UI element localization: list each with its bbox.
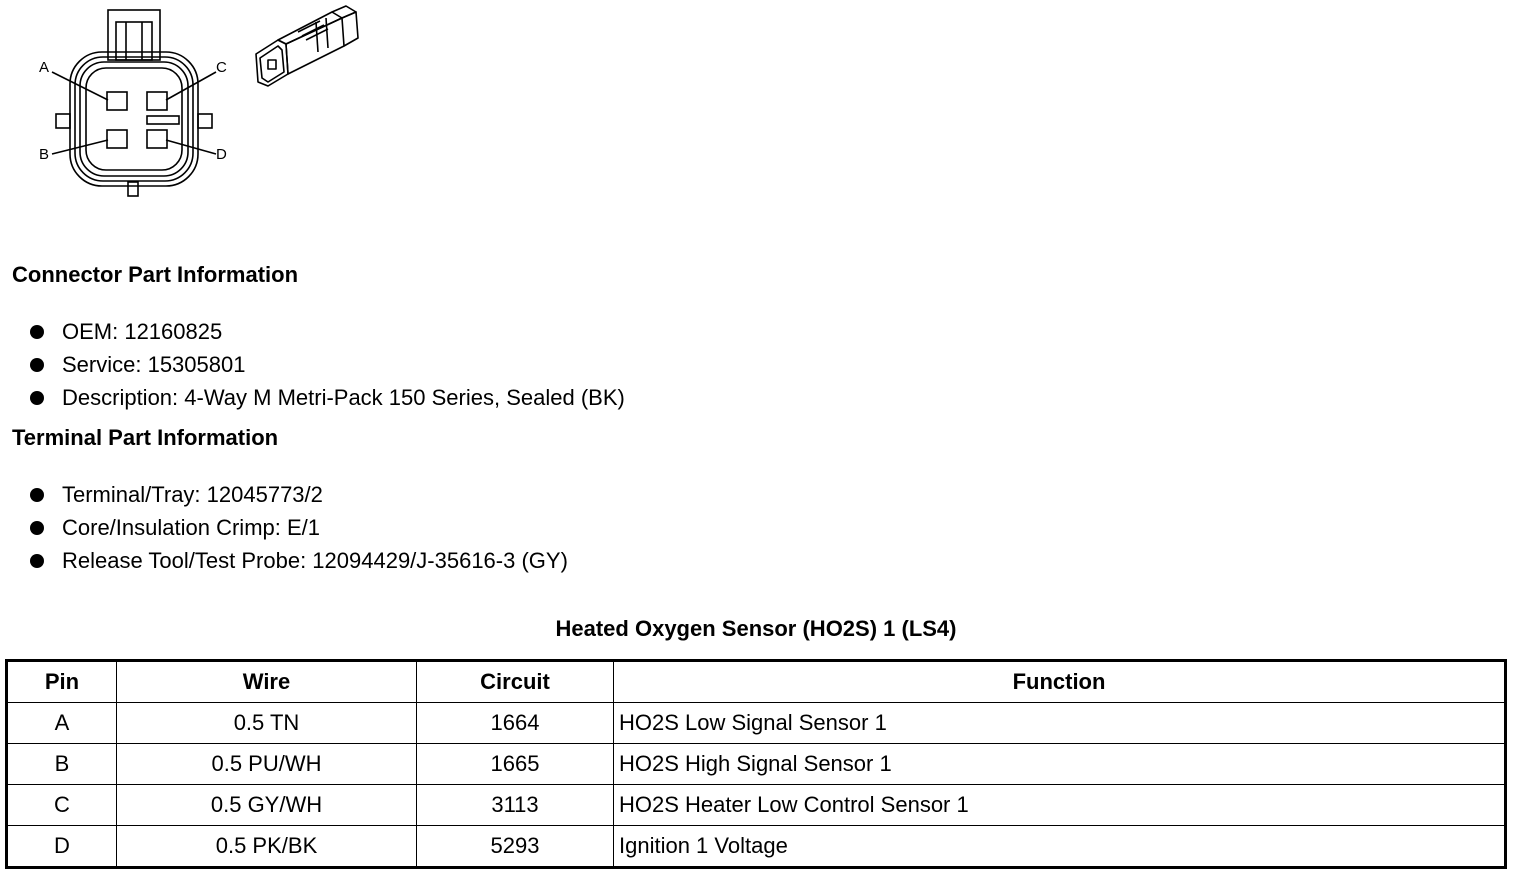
table-row [7, 703, 1506, 744]
header-pin: Pin [7, 661, 117, 703]
list-item [30, 544, 568, 577]
bullet-icon [30, 358, 44, 372]
list-item [30, 315, 625, 348]
cavity-d [147, 130, 167, 148]
bullet-icon [30, 554, 44, 568]
cell-function: Ignition 1 Voltage [614, 826, 1506, 868]
terminal-info-heading: Terminal Part Information [12, 425, 279, 450]
cell-wire: 0.5 GY/WH [117, 785, 417, 826]
connector-info-list [30, 315, 625, 414]
cell-pin: D [7, 826, 117, 868]
body-inner [86, 68, 182, 170]
table-header-row [7, 661, 1506, 703]
connector-side-diagram [246, 2, 362, 90]
table-row [7, 826, 1506, 868]
table-title: Heated Oxygen Sensor (HO2S) 1 (LS4) [555, 616, 957, 641]
terminal-release-tool: Release Tool/Test Probe: 12094429/J-35616-3 (GY) [62, 548, 568, 573]
terminal-info-list [30, 478, 568, 577]
bullet-icon [30, 521, 44, 535]
cavity-b [107, 130, 127, 148]
bullet-icon [30, 325, 44, 339]
connector-description: Description: 4-Way M Metri-Pack 150 Series, Sealed (BK) [62, 385, 625, 410]
connector-oem: OEM: 12160825 [62, 319, 223, 344]
terminal-crimp: Core/Insulation Crimp: E/1 [62, 515, 320, 540]
table-row [7, 744, 1506, 785]
connector-info-heading: Connector Part Information [12, 262, 299, 287]
header-circuit: Circuit [417, 661, 614, 703]
pin-label-a: A [39, 59, 50, 76]
list-item [30, 381, 625, 414]
cell-circuit: 1665 [417, 744, 614, 785]
cell-circuit: 1664 [417, 703, 614, 744]
pinout-table [5, 659, 1507, 869]
cavity-c [147, 92, 167, 110]
cell-function: HO2S Low Signal Sensor 1 [614, 703, 1506, 744]
table-row [7, 785, 1506, 826]
cell-wire: 0.5 PU/WH [117, 744, 417, 785]
pin-label-d: D [216, 146, 227, 163]
cell-pin: B [7, 744, 117, 785]
bullet-icon [30, 391, 44, 405]
cell-function: HO2S High Signal Sensor 1 [614, 744, 1506, 785]
header-function: Function [614, 661, 1506, 703]
pin-label-b: B [39, 146, 50, 163]
cavity-a [107, 92, 127, 110]
cell-function: HO2S Heater Low Control Sensor 1 [614, 785, 1506, 826]
header-wire: Wire [117, 661, 417, 703]
cell-wire: 0.5 TN [117, 703, 417, 744]
list-item [30, 478, 568, 511]
latch-inner [116, 22, 152, 60]
cell-pin: C [7, 785, 117, 826]
cell-pin: A [7, 703, 117, 744]
connector-service: Service: 15305801 [62, 352, 246, 377]
terminal-tray: Terminal/Tray: 12045773/2 [62, 482, 323, 507]
cell-wire: 0.5 PK/BK [117, 826, 417, 868]
pin-label-c: C [216, 59, 227, 76]
connector-face-diagram [30, 4, 230, 200]
list-item [30, 511, 568, 544]
list-item [30, 348, 625, 381]
cell-circuit: 3113 [417, 785, 614, 826]
cell-circuit: 5293 [417, 826, 614, 868]
bullet-icon [30, 488, 44, 502]
